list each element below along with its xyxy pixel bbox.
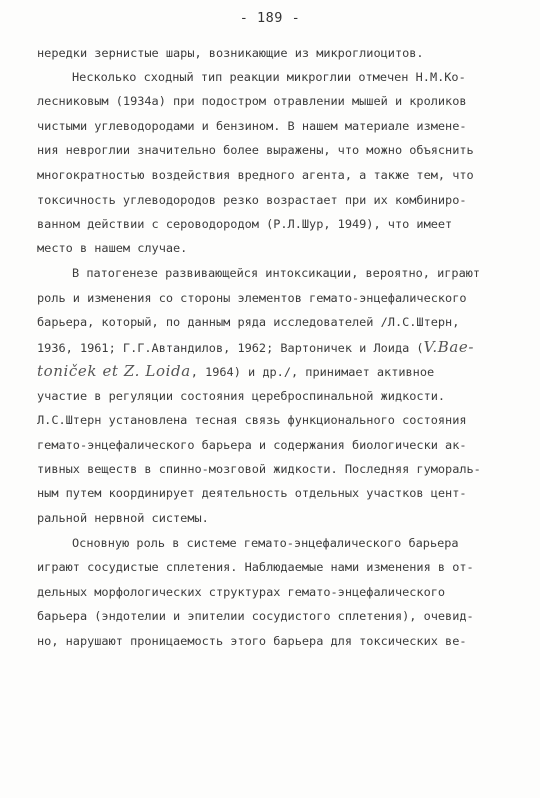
text-line-4: чистыми углеводородами и бензином. В нашем материале измене- — [37, 119, 467, 133]
text-line-14 — [37, 359, 507, 383]
text-line-1: нередки зернистые шары, возникающие из микроглиоцитов. — [37, 46, 424, 60]
text-line-20: ральной нервной системы. — [37, 511, 209, 525]
text-line-3: лесниковым (1934а) при подостром отравлении мышей и кроликов — [37, 94, 467, 108]
text-line-25: но, нарушают проницаемость этого барьера для токсических ве- — [37, 634, 467, 648]
handwritten-annotation-1: V.Bae- — [423, 338, 475, 356]
text-line-21: Основную роль в системе гемато-энцефалического барьера — [72, 536, 459, 550]
handwritten-annotation-2: toniček et Z. Loida — [37, 362, 191, 380]
text-line-2: Несколько сходный тип реакции микроглии отмечен Н.М.Ко- — [72, 70, 466, 84]
text-line-10: В патогенезе развивающейся интоксикации, вероятно, играют — [72, 266, 481, 280]
text-line-13 — [37, 335, 507, 359]
text-line-23: дельных морфологических структурах гемато-энцефалического — [37, 585, 446, 599]
text-line-8: ванном действии с сероводородом (Р.Л.Шур, 1949), что имеет — [37, 217, 453, 231]
text-line-14-typed: , 1964) и др./, принимает активное — [190, 365, 435, 379]
text-line-7: токсичность углеводородов резко возрастает при их комбиниро- — [37, 193, 467, 207]
text-line-9: место в нашем случае. — [37, 241, 188, 255]
page-number: - 189 - — [239, 10, 301, 26]
text-line-16: Л.С.Штерн установлена тесная связь функционального состояния — [37, 413, 467, 427]
text-line-11: роль и изменения со стороны элементов гемато-энцефалического — [37, 291, 467, 305]
text-line-17: гемато-энцефалического барьера и содержания биологически ак- — [37, 438, 467, 452]
text-line-13-typed: 1936, 1961; Г.Г.Автандилов, 1962; Вартоничек и Лоида ( — [37, 341, 424, 355]
text-line-19: ным путем координирует деятельность отдельных участков цент- — [37, 486, 467, 500]
text-line-15: участие в регуляции состояния цереброспинальной жидкости. — [37, 389, 446, 403]
text-line-22: играют сосудистые сплетения. Наблюдаемые нами изменения в от- — [37, 560, 474, 574]
text-line-5: ния невроглии значительно более выражены, что можно объяснить — [37, 143, 474, 157]
text-line-12: барьера, который, по данным ряда исследователей /Л.С.Штерн, — [37, 315, 460, 329]
text-line-24: барьера (эндотелии и эпителии сосудистого сплетения), очевид- — [37, 609, 474, 623]
text-line-6: многократностью воздействия вредного агента, а также тем, что — [37, 168, 474, 182]
text-line-18: тивных веществ в спинно-мозговой жидкости. Последняя гумораль- — [37, 462, 481, 476]
